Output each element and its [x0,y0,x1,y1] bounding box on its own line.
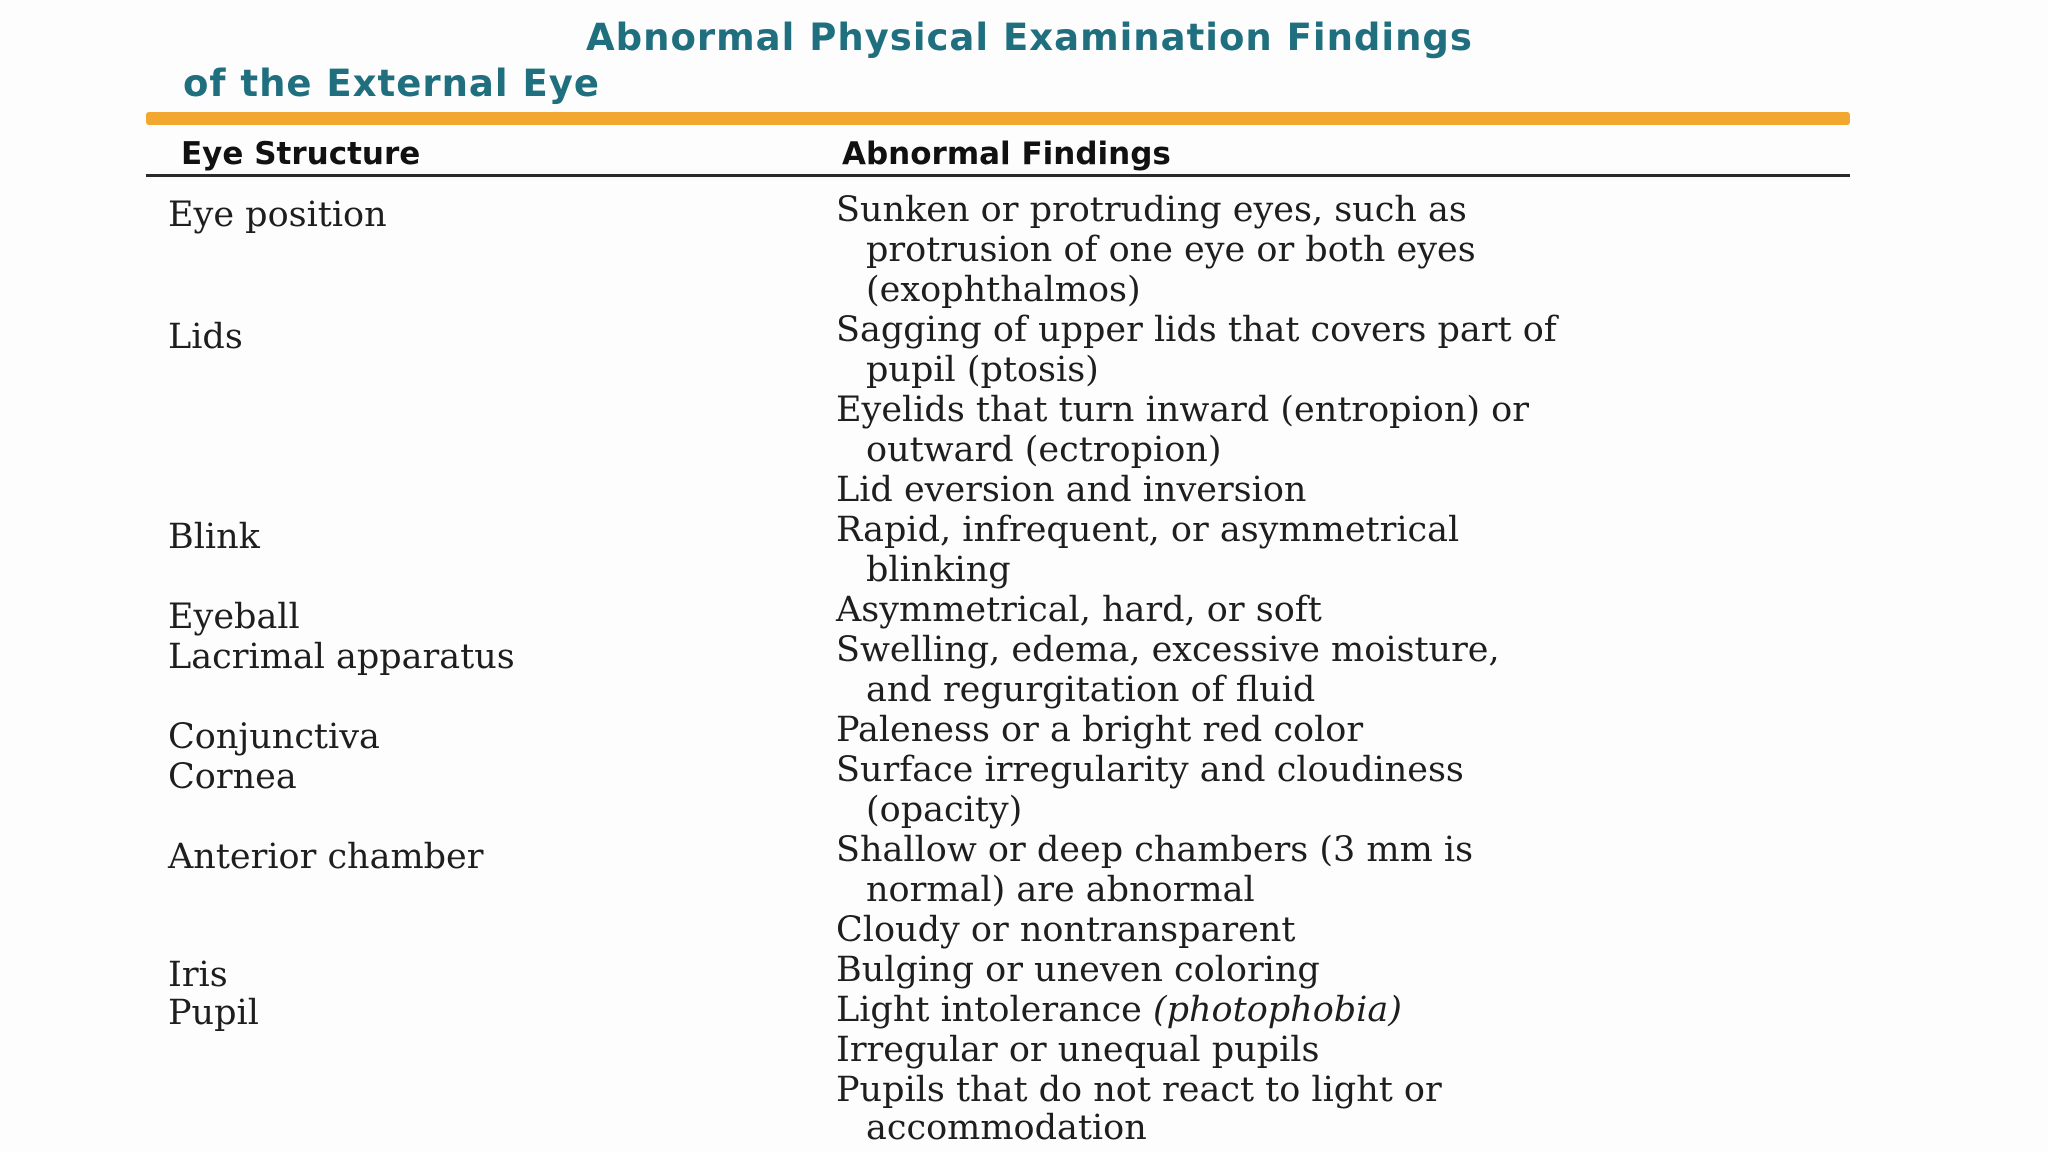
eye-structure-cell: Eye position [168,195,387,235]
eye-structure-cell: Cornea [168,757,297,797]
finding-line: normal) are abnormal [866,870,1255,910]
finding-text: Light intolerance [836,990,1142,1030]
table-title-line-1: Abnormal Physical Examination Findings [586,16,1473,59]
finding-line: and regurgitation of fluid [866,670,1316,710]
finding-line: Asymmetrical, hard, or soft [836,590,1322,630]
finding-line: protrusion of one eye or both eyes [866,230,1476,270]
column-header-abnormal-findings: Abnormal Findings [842,136,1171,172]
finding-line: blinking [866,550,1011,590]
finding-line: Pupils that do not react to light or [836,1070,1442,1110]
eye-structure-cell: Iris [168,955,228,995]
table-title-line-2: of the External Eye [183,62,600,105]
finding-line: Paleness or a bright red color [836,710,1364,750]
finding-line: Rapid, infrequent, or asymmetrical [836,510,1460,550]
title-accent-bar [146,112,1850,125]
column-header-eye-structure: Eye Structure [181,136,421,172]
finding-line: Eyelids that turn inward (entropion) or [836,390,1529,430]
eye-structure-cell: Lacrimal apparatus [168,637,515,677]
finding-line: Lid eversion and inversion [836,470,1307,510]
eye-structure-cell: Anterior chamber [168,837,484,877]
finding-line: Sunken or protruding eyes, such as [836,190,1467,230]
finding-line: Shallow or deep chambers (3 mm is [836,830,1474,870]
finding-line [836,990,1402,1030]
finding-line: Bulging or uneven coloring [836,950,1320,990]
header-rule [146,174,1850,177]
italic-term: (photophobia) [1152,990,1402,1030]
eye-structure-cell: Eyeball [168,597,300,637]
finding-line: (exophthalmos) [866,270,1141,310]
finding-line: Sagging of upper lids that covers part of [836,310,1557,350]
finding-line: Cloudy or nontransparent [836,910,1296,950]
eye-structure-cell: Blink [168,517,260,557]
finding-line: Swelling, edema, excessive moisture, [836,630,1500,670]
finding-line: outward (ectropion) [866,430,1222,470]
finding-line: accommodation [866,1108,1147,1148]
finding-line: Irregular or unequal pupils [836,1030,1320,1070]
eye-structure-cell: Lids [168,317,243,357]
finding-line: Surface irregularity and cloudiness [836,750,1464,790]
finding-line: (opacity) [866,790,1023,830]
eye-structure-cell: Conjunctiva [168,717,380,757]
finding-line: pupil (ptosis) [866,350,1099,390]
eye-structure-cell: Pupil [168,993,259,1033]
